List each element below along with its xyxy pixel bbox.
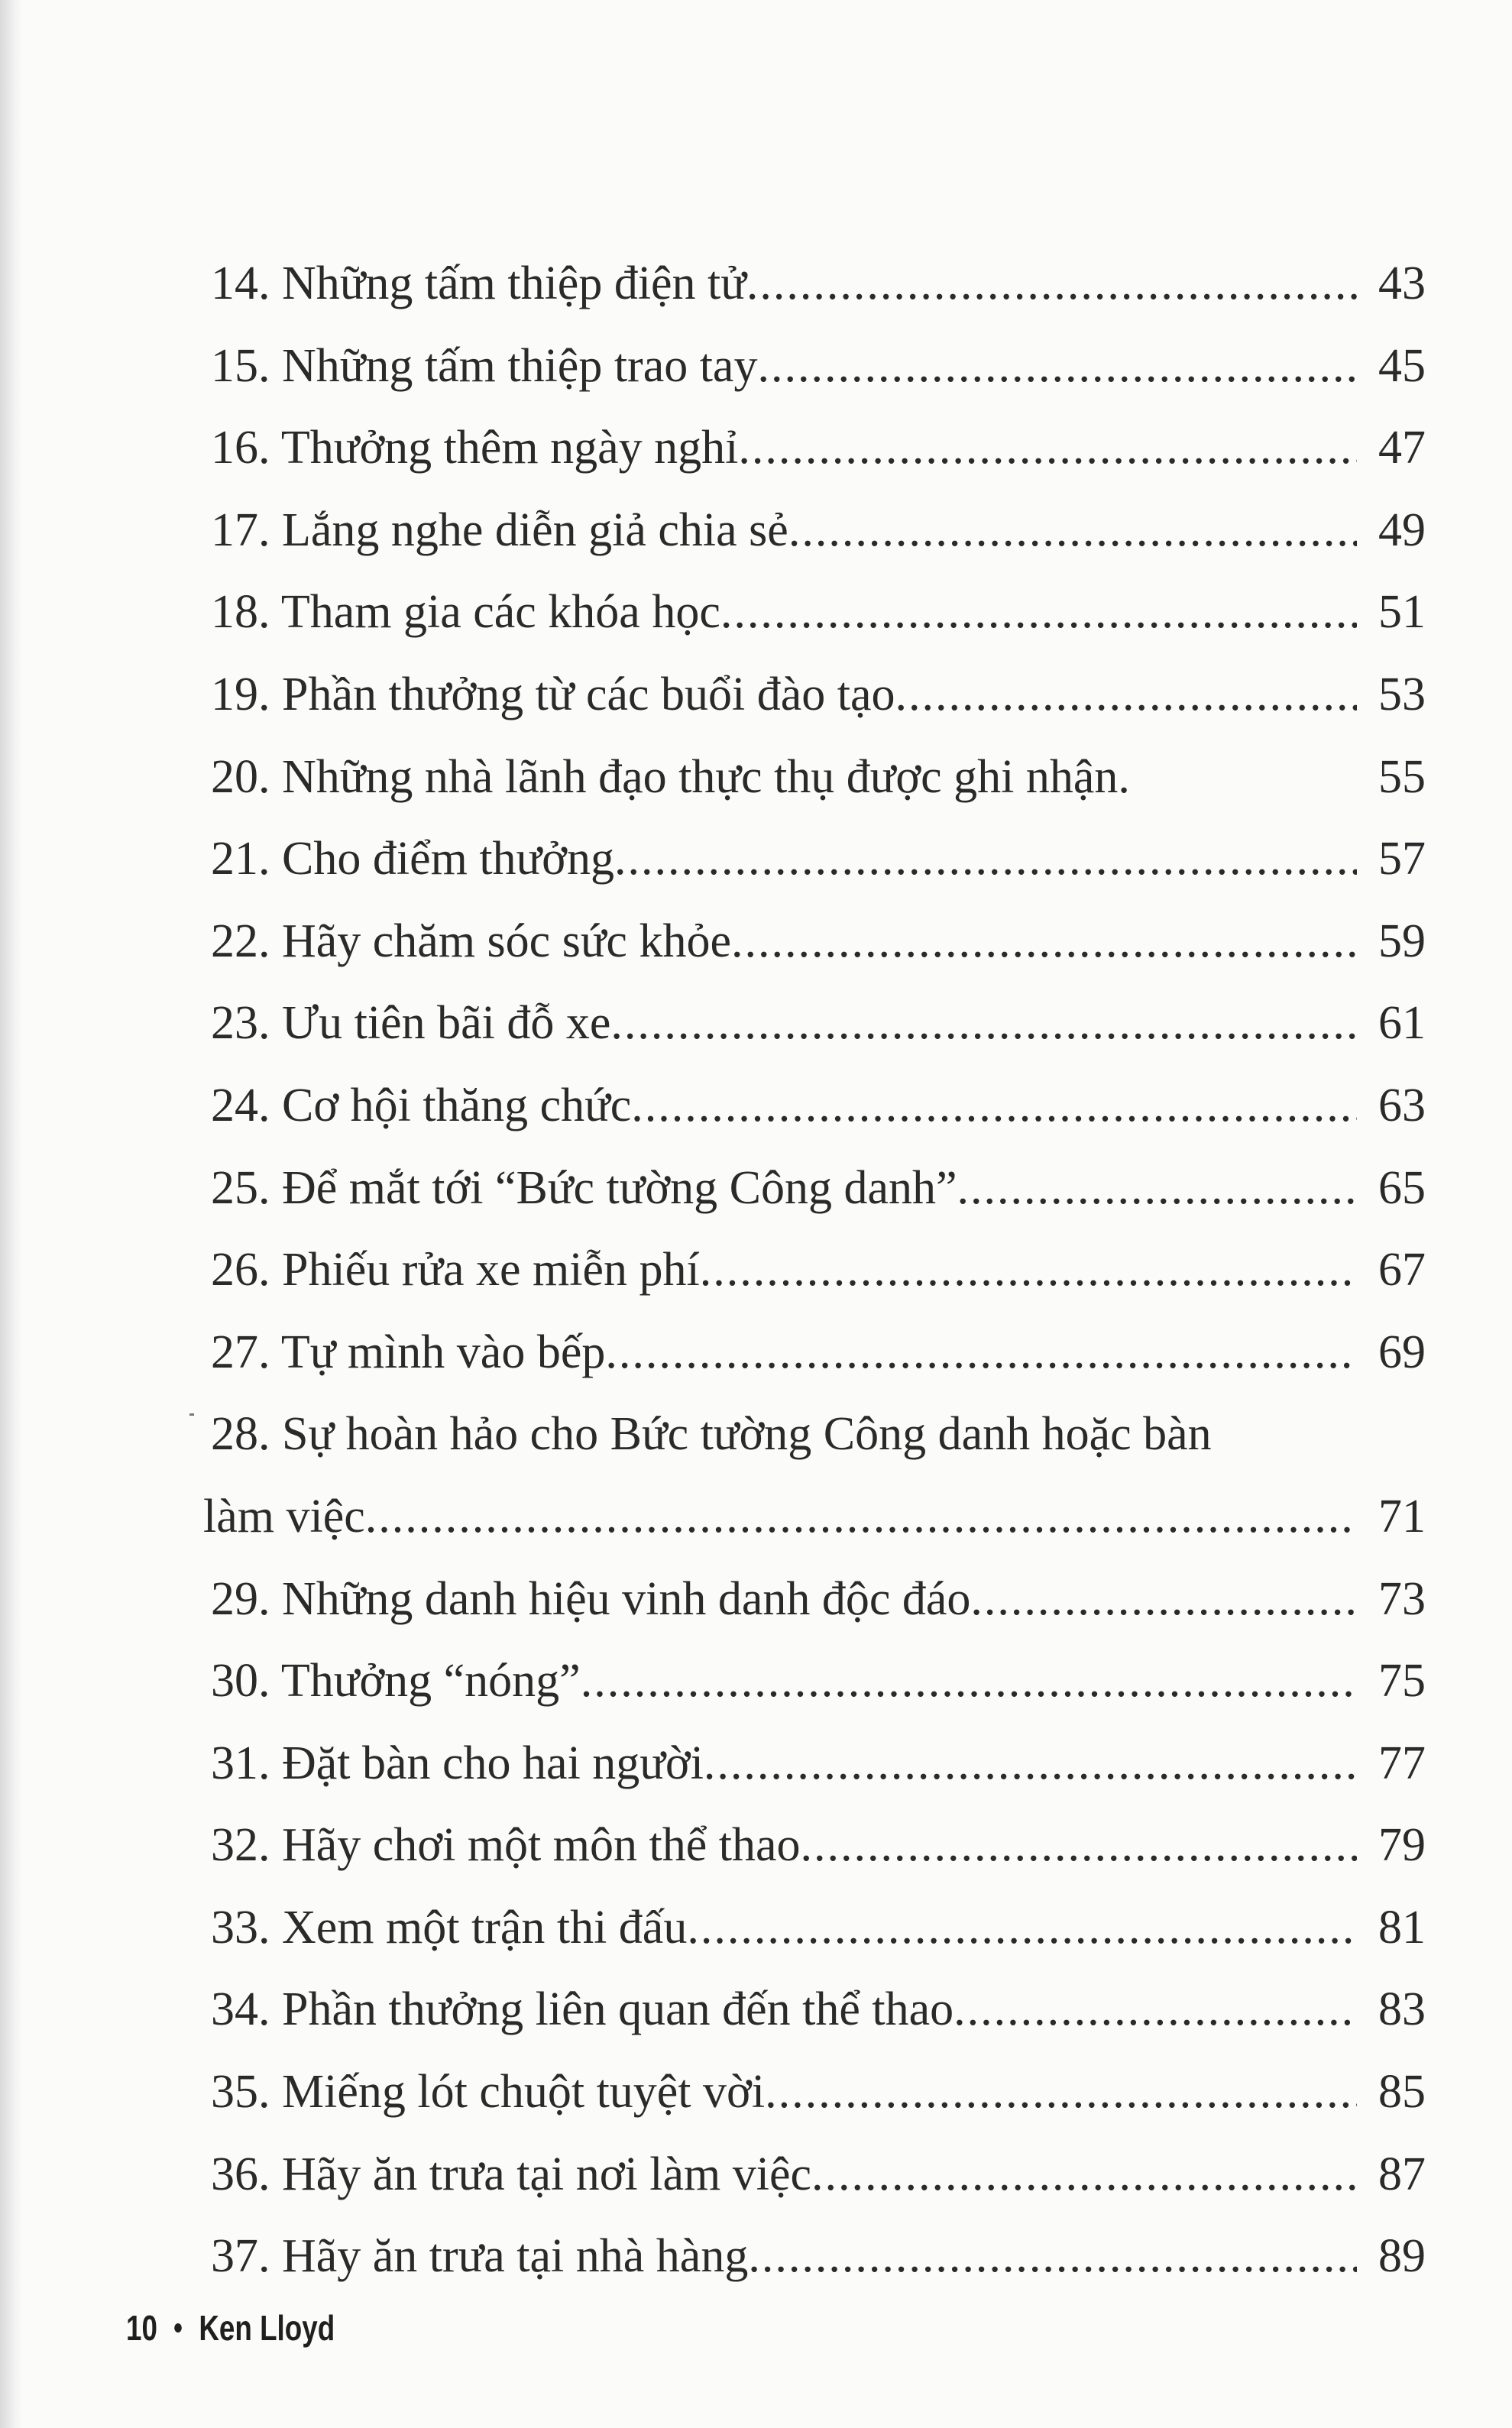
toc-entry-page: 69 xyxy=(1378,1326,1426,1378)
toc-entry-page: 53 xyxy=(1378,668,1426,720)
toc-entry-page: 81 xyxy=(1378,1901,1426,1954)
toc-entry-page: 79 xyxy=(1378,1819,1426,1872)
toc-entry xyxy=(211,1065,1426,1148)
toc-entry-title: 21. Cho điểm thưởng xyxy=(211,833,614,885)
toc-entry xyxy=(211,2051,1426,2134)
toc-entry-title: 34. Phần thưởng liên quan đến thể thao xyxy=(211,1983,954,2036)
dot-leader xyxy=(757,325,1357,408)
toc-entry xyxy=(211,1148,1426,1230)
toc-entry-page: 85 xyxy=(1378,2066,1426,2119)
page-footer xyxy=(126,2307,335,2349)
dot-leader xyxy=(365,1476,1357,1559)
toc-entry-title: 15. Những tấm thiệp trao tay xyxy=(211,339,758,392)
toc-entry xyxy=(211,243,1426,325)
toc-entry-title: 32. Hãy chơi một môn thể thao xyxy=(211,1819,801,1872)
footer-author: Ken Lloyd xyxy=(199,2308,335,2348)
dot-leader xyxy=(765,2051,1357,2134)
toc-entry-title: 31. Đặt bàn cho hai người xyxy=(211,1737,704,1789)
toc-entry-page: 61 xyxy=(1378,997,1426,1050)
dot-leader xyxy=(811,2134,1357,2216)
toc-entry-page: 63 xyxy=(1378,1079,1426,1131)
dot-leader xyxy=(704,1723,1357,1805)
toc-entry-title: 28. Sự hoàn hảo cho Bức tường Công danh hoặc bàn xyxy=(211,1408,1212,1461)
dot-leader xyxy=(610,983,1357,1065)
dot-leader xyxy=(957,1148,1358,1230)
toc-entry xyxy=(211,1559,1426,1641)
toc-entry-title: 33. Xem một trận thi đấu xyxy=(211,1901,688,1954)
toc-entry-title: 24. Cơ hội thăng chức xyxy=(211,1079,632,1131)
dot-leader xyxy=(700,1229,1357,1312)
toc-entry-page: 89 xyxy=(1378,2230,1426,2283)
dot-leader xyxy=(746,243,1357,325)
toc-entry-page: 43 xyxy=(1378,257,1426,309)
toc-entry-page: 57 xyxy=(1378,833,1426,885)
dot-leader xyxy=(788,490,1357,572)
toc-entry-title: 36. Hãy ăn trưa tại nơi làm việc xyxy=(211,2148,812,2200)
toc-entry-title: 26. Phiếu rửa xe miễn phí xyxy=(211,1244,700,1297)
toc-entry-page: 67 xyxy=(1378,1244,1426,1297)
toc-entry-page: 71 xyxy=(1378,1490,1426,1543)
toc-entry xyxy=(211,1312,1426,1394)
dot-leader xyxy=(801,1805,1358,1887)
toc-entry-page: 55 xyxy=(1378,750,1426,803)
toc-entry xyxy=(211,490,1426,572)
toc-entry-title: 14. Những tấm thiệp điện tử xyxy=(211,257,746,309)
toc-entry xyxy=(211,1887,1426,1970)
toc-entry-title: 23. Ưu tiên bãi đỗ xe xyxy=(211,997,611,1050)
toc-entry xyxy=(211,1394,1426,1476)
toc-entry-page: 83 xyxy=(1378,1983,1426,2036)
toc-entry-title: 30. Thưởng “nóng” xyxy=(211,1655,581,1708)
toc-entry-title: 22. Hãy chăm sóc sức khỏe xyxy=(211,915,731,967)
toc-entry xyxy=(211,901,1426,983)
dot-leader xyxy=(687,1887,1357,1970)
toc-entry xyxy=(211,1229,1426,1312)
dot-leader xyxy=(581,1640,1357,1723)
toc-entry-page: 45 xyxy=(1378,339,1426,392)
toc-entry xyxy=(211,654,1426,736)
dot-leader xyxy=(895,654,1358,736)
print-mark xyxy=(189,1413,194,1416)
toc-entry-title: 16. Thưởng thêm ngày nghỉ xyxy=(211,422,739,474)
dot-leader xyxy=(748,2216,1357,2298)
table-of-contents xyxy=(203,243,1426,2298)
toc-entry-title: 29. Những danh hiệu vinh danh độc đáo xyxy=(211,1572,971,1625)
dot-leader xyxy=(970,1559,1357,1641)
toc-entry-title: 18. Tham gia các khóa học xyxy=(211,586,720,639)
toc-entry-title: 37. Hãy ăn trưa tại nhà hàng xyxy=(211,2230,749,2283)
dot-leader xyxy=(720,571,1357,654)
toc-entry xyxy=(211,736,1426,819)
toc-entry-page: 59 xyxy=(1378,915,1426,967)
toc-entry-title: 17. Lắng nghe diễn giả chia sẻ xyxy=(211,503,788,556)
toc-entry xyxy=(211,1723,1426,1805)
bullet-icon xyxy=(174,2323,182,2332)
dot-leader xyxy=(953,1969,1357,2051)
toc-entry-page: 73 xyxy=(1378,1572,1426,1625)
toc-entry-page: 75 xyxy=(1378,1655,1426,1708)
dot-leader xyxy=(605,1312,1357,1394)
toc-entry xyxy=(211,983,1426,1065)
toc-entry-page: 77 xyxy=(1378,1737,1426,1789)
toc-entry-title: 35. Miếng lót chuột tuyệt vời xyxy=(211,2066,766,2119)
dot-leader xyxy=(738,407,1357,490)
toc-entry-page: 51 xyxy=(1378,586,1426,639)
page-edge-shadow xyxy=(0,0,23,2428)
toc-entry xyxy=(211,2216,1426,2298)
footer-page-number: 10 xyxy=(126,2308,157,2348)
toc-entry xyxy=(211,1969,1426,2051)
toc-entry-title: 27. Tự mình vào bếp xyxy=(211,1326,606,1378)
toc-entry-page: 49 xyxy=(1378,503,1426,556)
toc-entry xyxy=(211,1640,1426,1723)
toc-entry xyxy=(211,571,1426,654)
toc-entry xyxy=(211,2134,1426,2216)
dot-leader xyxy=(614,818,1357,901)
toc-entry-title-continuation: làm việc xyxy=(203,1490,365,1543)
toc-entry-title: 25. Để mắt tới “Bức tường Công danh” xyxy=(211,1161,957,1214)
toc-entry-continuation-row xyxy=(203,1476,1426,1559)
dot-leader xyxy=(631,1065,1357,1148)
toc-entry xyxy=(211,818,1426,901)
toc-entry-title: 20. Những nhà lãnh đạo thực thụ được ghi nhận. xyxy=(211,750,1130,803)
toc-entry-title: 19. Phần thưởng từ các buổi đào tạo xyxy=(211,668,895,720)
toc-entry-page: 65 xyxy=(1378,1161,1426,1214)
dot-leader xyxy=(731,901,1357,983)
toc-entry xyxy=(211,325,1426,408)
toc-entry-page: 87 xyxy=(1378,2148,1426,2200)
toc-entry xyxy=(211,1805,1426,1887)
toc-entry xyxy=(211,407,1426,490)
toc-entry-page: 47 xyxy=(1378,422,1426,474)
